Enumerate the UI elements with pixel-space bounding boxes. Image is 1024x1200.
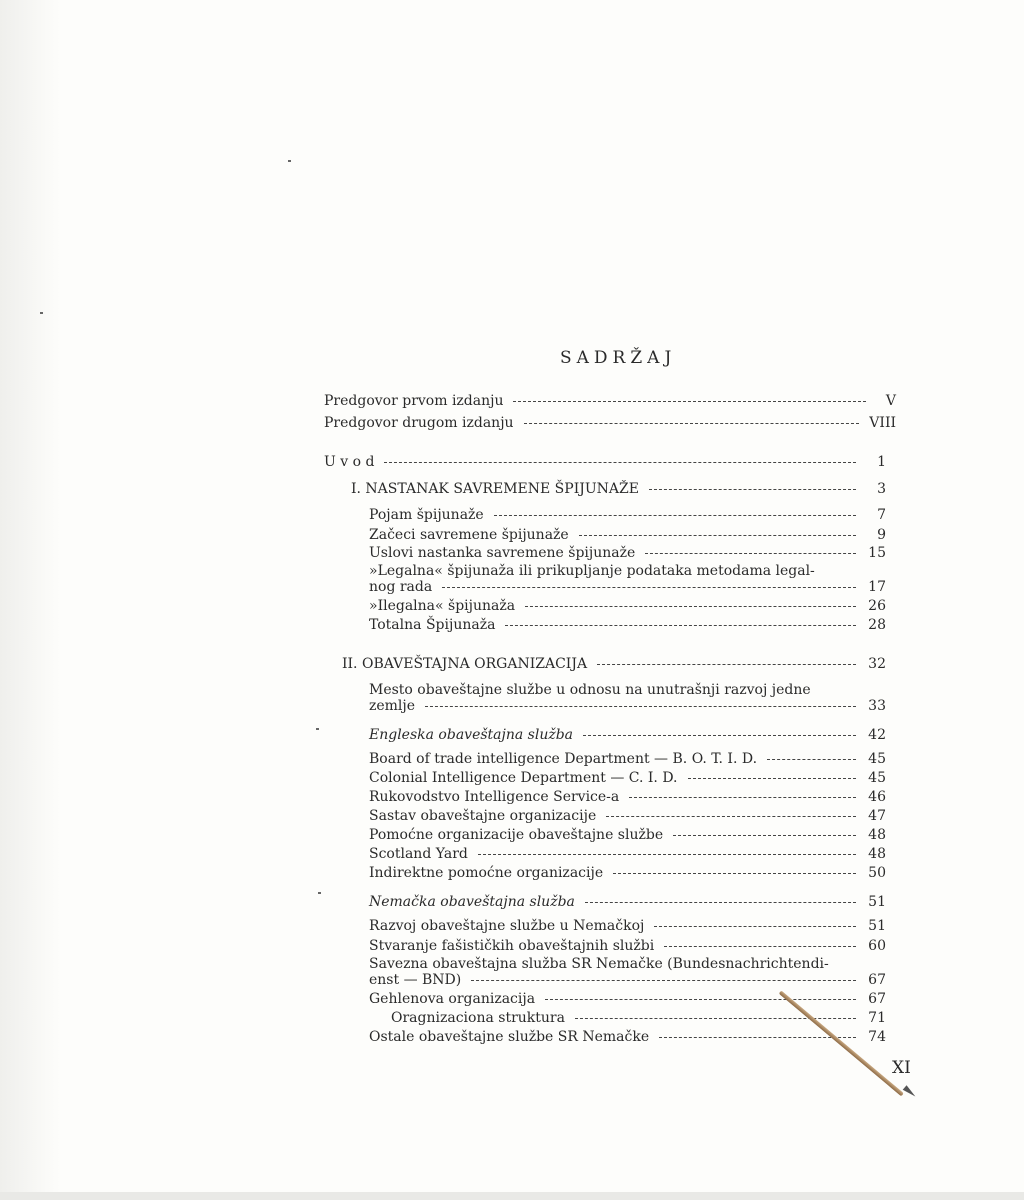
- leader-dashes: [545, 999, 856, 1000]
- toc-page: V: [885, 393, 896, 409]
- toc-page: 33: [868, 698, 886, 714]
- toc-label: Razvoj obaveštajne službe u Nemačkoj: [369, 918, 645, 934]
- toc-page: 74: [868, 1029, 886, 1045]
- toc-label: II. OBAVEŠTAJNA ORGANIZACIJA: [342, 656, 588, 672]
- toc-label: Ostale obaveštajne službe SR Nemačke: [369, 1029, 650, 1045]
- toc-page: 9: [877, 527, 886, 543]
- toc-label: nog rada: [369, 579, 433, 595]
- toc-page: 48: [868, 846, 886, 862]
- toc-entry-line1: Savezna obaveštajna služba SR Nemačke (Bundesnachrichtendi-: [369, 956, 829, 972]
- leader-dashes: [659, 1037, 856, 1038]
- toc-entry[interactable]: [369, 937, 886, 955]
- toc-page: 7: [877, 507, 886, 523]
- leader-dashes: [525, 606, 856, 607]
- toc-page: 67: [868, 972, 886, 988]
- toc-entry[interactable]: [324, 392, 896, 410]
- leader-dashes: [442, 587, 856, 588]
- toc-page: 51: [868, 918, 886, 934]
- toc-page: 45: [868, 770, 886, 786]
- toc-label: Gehlenova organizacija: [369, 991, 536, 1007]
- toc-entry-line1: Mesto obaveštajne službe u odnosu na unutrašnji razvoj jedne: [369, 682, 811, 698]
- toc-label: Board of trade intelligence Department — B. O. T. I. D.: [369, 751, 758, 767]
- toc-page: 3: [877, 481, 886, 497]
- leader-dashes: [471, 980, 856, 981]
- toc-entry[interactable]: [369, 990, 886, 1008]
- leader-dashes: [597, 664, 856, 665]
- leader-dashes: [583, 735, 856, 736]
- toc-page: 32: [868, 656, 886, 672]
- pencil-mark: [316, 728, 319, 730]
- toc-label: I. NASTANAK SAVREMENE ŠPIJUNAŽE: [351, 481, 639, 497]
- leader-dashes: [505, 625, 856, 626]
- leader-dashes: [649, 489, 856, 490]
- toc-page: 28: [868, 617, 886, 633]
- toc-entry[interactable]: [369, 1028, 886, 1046]
- leader-dashes: [606, 816, 856, 817]
- leader-dashes: [384, 462, 856, 463]
- toc-section-heading[interactable]: [342, 655, 886, 673]
- toc-page: 71: [868, 1010, 886, 1026]
- pencil-tip: [903, 1085, 918, 1099]
- toc-label: Nemačka obaveštajna služba: [369, 894, 575, 910]
- toc-page: 60: [868, 938, 886, 954]
- leader-dashes: [613, 873, 856, 874]
- toc-page: 45: [868, 751, 886, 767]
- toc-entry[interactable]: [369, 526, 886, 544]
- toc-page: VIII: [869, 415, 896, 431]
- toc-entry[interactable]: [369, 697, 886, 715]
- leader-dashes: [579, 535, 856, 536]
- toc-label: Totalna Špijunaža: [369, 617, 496, 633]
- toc-entry[interactable]: [369, 807, 886, 825]
- toc-label: Colonial Intelligence Department — C. I. D.: [369, 770, 678, 786]
- leader-dashes: [585, 902, 856, 903]
- toc-entry[interactable]: [369, 826, 886, 844]
- leader-dashes: [524, 423, 860, 424]
- toc-label: Sastav obaveštajne organizacije: [369, 808, 597, 824]
- toc-label: Uslovi nastanka savremene špijunaže: [369, 545, 636, 561]
- toc-label: Indirektne pomoćne organizacije: [369, 865, 604, 881]
- leader-dashes: [664, 946, 856, 947]
- leader-dashes: [513, 401, 866, 402]
- toc-label: »Ilegalna« špijunaža: [369, 598, 516, 614]
- toc-label: Pomoćne organizacije obaveštajne službe: [369, 827, 664, 843]
- leader-dashes: [688, 778, 856, 779]
- toc-entry[interactable]: [369, 506, 886, 524]
- page-bottom-edge: [0, 1192, 1024, 1200]
- toc-entry[interactable]: [324, 414, 896, 432]
- toc-subsection-heading[interactable]: [369, 893, 886, 911]
- leader-dashes: [494, 515, 856, 516]
- toc-entry[interactable]: [369, 616, 886, 634]
- toc-page: 48: [868, 827, 886, 843]
- page-folio: XI: [892, 1058, 911, 1078]
- toc-label: Začeci savremene špijunaže: [369, 527, 569, 543]
- toc-entry-uvod[interactable]: [324, 453, 886, 471]
- toc-label: Rukovodstvo Intelligence Service-a: [369, 789, 620, 805]
- toc-page: 1: [877, 454, 886, 470]
- toc-subsection-heading[interactable]: [369, 726, 886, 744]
- toc-label: Pojam špijunaže: [369, 507, 484, 523]
- toc-page: 42: [868, 727, 886, 743]
- toc-page: 26: [868, 598, 886, 614]
- toc-entry[interactable]: [369, 788, 886, 806]
- toc-page: 51: [868, 894, 886, 910]
- toc-entry[interactable]: [369, 750, 886, 768]
- leader-dashes: [478, 854, 856, 855]
- leader-dashes: [629, 797, 856, 798]
- leader-dashes: [425, 706, 856, 707]
- leader-dashes: [673, 835, 856, 836]
- leader-dashes: [645, 553, 856, 554]
- leader-dashes: [767, 759, 856, 760]
- toc-label: Predgovor drugom izdanju: [324, 415, 514, 431]
- toc-label: Engleska obaveštajna služba: [369, 727, 574, 743]
- toc-label: enst — BND): [369, 972, 462, 988]
- dust-speck: [288, 160, 291, 162]
- toc-page: 17: [868, 579, 886, 595]
- toc-entry[interactable]: [369, 845, 886, 863]
- page-gutter-shadow: [0, 0, 60, 1200]
- toc-label: Stvaranje fašističkih obaveštajnih službi: [369, 938, 655, 954]
- dust-speck: [40, 312, 43, 314]
- toc-label: Predgovor prvom izdanju: [324, 393, 504, 409]
- toc-entry[interactable]: [369, 769, 886, 787]
- toc-page: 47: [868, 808, 886, 824]
- toc-label: Oragnizaciona struktura: [391, 1010, 565, 1026]
- toc-page: 46: [868, 789, 886, 805]
- toc-entry[interactable]: [369, 917, 886, 935]
- toc-label: zemlje: [369, 698, 416, 714]
- toc-page: 50: [868, 865, 886, 881]
- toc-entry[interactable]: [369, 597, 886, 615]
- toc-label: Scotland Yard: [369, 846, 468, 862]
- toc-entry[interactable]: [369, 544, 886, 562]
- leader-dashes: [654, 926, 856, 927]
- toc-section-heading[interactable]: [351, 480, 886, 498]
- pencil-mark: [318, 892, 321, 894]
- toc-entry[interactable]: [369, 971, 886, 989]
- toc-entry[interactable]: [369, 578, 886, 596]
- toc-entry-line1: »Legalna« špijunaža ili prikupljanje podataka metodama legal-: [369, 563, 815, 579]
- toc-label: U v o d: [324, 454, 375, 470]
- toc-page: 67: [868, 991, 886, 1007]
- contents-title: SADRŽAJ: [560, 348, 677, 368]
- toc-entry[interactable]: [369, 864, 886, 882]
- toc-page: 15: [868, 545, 886, 561]
